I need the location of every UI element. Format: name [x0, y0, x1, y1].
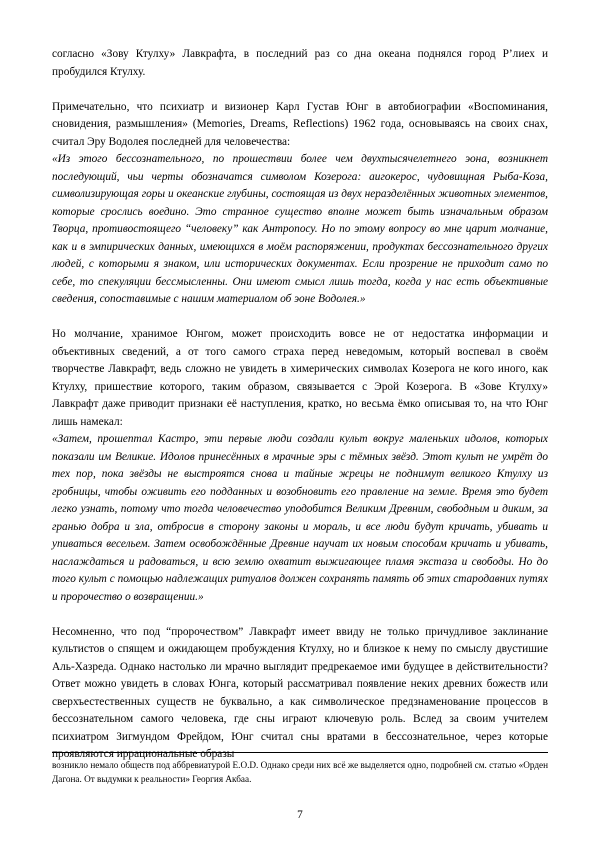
footnote-text: возникло немало обществ под аббревиатурой E.O.D. Однако среди них всё же выделяется одно, подробней см. статью «Орден Дагона. От выдумки к реальности» Георгия Акбаа. [52, 760, 548, 784]
page-number: 7 [297, 809, 303, 821]
paragraph-spacer [52, 81, 548, 99]
paragraph-spacer [52, 309, 548, 327]
paragraph-jung-intro: Примечательно, что психиатр и визионер Карл Густав Юнг в автобиографии «Воспоминания, сновидения, размышления» (Memories, Dreams, Reflections) 1962 года, основываясь на своих снах, считал Эру Водолея последней для человечества: [52, 100, 548, 148]
paragraph-cthulhu-rising: согласно «Зову Ктулху» Лавкрафта, в последний раз со дна океана поднялся город Р’лиех и пробудился Ктулху. [52, 48, 548, 78]
paragraph-prophecy-meaning: Несомненно, что под “пророчеством” Лавкрафт имеет ввиду не только причудливое заклинание культистов о спящем и ожидающем пробуждения Ктулху, но и близкое к нему по смыслу двустишие Аль-Хазреда. Однако настолько ли мрачно выглядит предрекаемое ими будущее в действительности? Ответ можно увидеть в словах Юнга, который рассматривал появление неких древних божеств или сверхъестественных существ не буквально, а как символическое предзнаменование процессов в бессознательном самого человека, где сны играют ключевую роль. Вслед за своим учителем психиатром Зигмундом Фрейдом, Юнг считал сны вратами в бессознательное, через которые проявляются иррациональные образы [52, 625, 548, 760]
footnote-zone [52, 752, 548, 786]
blockquote-castro: «Затем, прошептал Кастро, эти первые люди создали культ вокруг маленьких идолов, которых показали им Великие. Идолов принесённых в мрачные эры с тёмных звёзд. Этот культ не умрёт до тех пор, пока звёзды не выстроятся снова и тайные жрецы не поднимут великого Ктулху из гробницы, чтобы оживить его подданных и возобновить его правление на земле. Время это будет легко узнать, потому что тогда человечество уподобится Великим Древним, свободным и диким, за гранью добра и зла, отбросив в сторону законы и мораль, и все люди будут кричать, убивать и упиваться весельем. Затем освобождённые Древние научат их новым способам кричать и убивать, наслаждаться и радоваться, и всю землю охватит выжигающее пламя экстаза и свободы. Но до того культ с помощью надлежащих ритуалов должен сохранять память об этих стародавних путях и пророчество о возвращении.» [52, 433, 548, 603]
paragraph-silence-fear: Но молчание, хранимое Юнгом, может происходить вовсе не от недостатка информации и объективных сведений, а от того самого страха перед неведомым, который воспевал в своём творчестве Лавкрафт, ведь сложно не увидеть в химерических символах Козерога не кого иного, как Ктулху, пришествие которого, таким образом, связывается с Эрой Козерога. В «Зове Ктулху» Лавкрафт даже приводит признаки её наступления, кратко, но весьма ёмко описывая то, на что Юнг лишь намекал: [52, 328, 548, 428]
paragraph-spacer [52, 606, 548, 624]
page-text-column [52, 46, 548, 764]
footnote-separator-rule [52, 752, 548, 753]
blockquote-jung: «Из этого бессознательного, по прошествии более чем двухтысячелетнего эона, возникнет последующий, чьи черты обозначатся символом Козерога: аигокерос, чудовищная Рыба-Коза, символизирующая горы и океанские глубины, состоящая из двух неразделённых животных элементов, которые срослись воедино. Это странное существо вполне может быть изначальным образом Творца, противостоящего “человеку” как Антропосу. Но по этому вопросу во мне царит молчание, как и в эмпирических данных, имеющихся в моём распоряжении, продуктах бессознательного других людей, с которыми я знаком, или исторических документах. Если прозрение не приходит само по себе, то спекуляции бессмысленны. Они имеют смысл лишь тогда, когда у нас есть объективные сведения, сопоставимые с нашим материалом об эоне Водолея.» [52, 153, 548, 305]
